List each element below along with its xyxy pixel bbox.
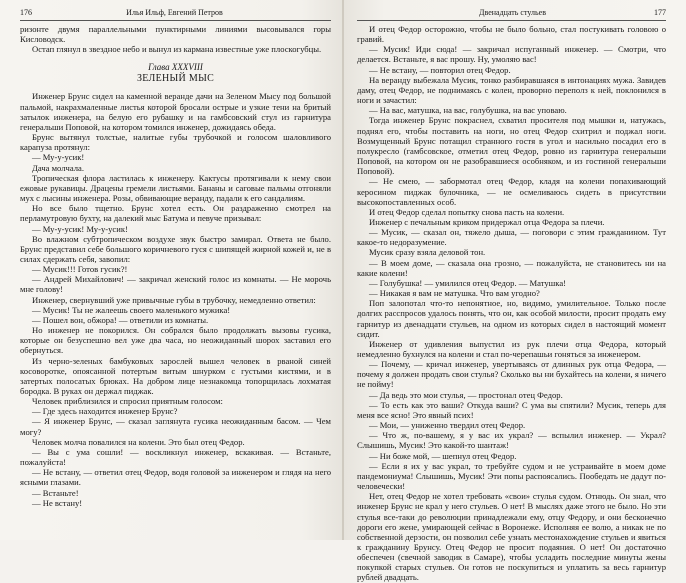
paragraph: Тропическая флора ластилась к инженеру. Кактусы протягивали к нему свои ежовые рукавицы. Драцены гремели листьями. Бананы и саговые пальмы отгоняли мух с лысины инженера. Розы, обвивающие веранду, падали к его сандалиям.	[20, 172, 331, 204]
paragraph: — Да ведь это мои стулья, — простонал отец Федор.	[369, 389, 563, 400]
paragraph: — Не смею, — забормотал отец Федор, кладя на колени попахивающий керосином пиджак булочника, — не осмеливаюсь сидеть в присутствии высокопоставленных особ.	[357, 176, 666, 207]
paragraph: — Мусик! Ты не жалеешь своего маленького мужика!	[32, 304, 231, 315]
paragraph: Нет, отец Федор не хотел требовать «свои» стулья судом. Отнюдь. Он знал, что инженер Брунс не крал у него стульев. О нет! В мыслях даже этого не было. Но эти стулья все-таки до революции принадлежали ему, отцу Федору, и они бесконечно дороги его жене, умирающей сейчас в Воронеже. Исполняя ее волю, а никак не по собственной дерзости, он позволил себе узнать местонахождение стульев и явиться к гражданину Брунсу. Отец Федор не просит подаяния. О нет! Он достаточно обеспечен (свечной заводик в Самаре), чтобы усладить последние минуты жены покупкой старых стульев. Он готов не поскупиться и уплатить за весь гарнитур рублей двадцать.	[357, 491, 666, 583]
paragraph: Остап глянул в звездное небо и вынул из кармана известные уже плоскогубцы.	[32, 44, 322, 55]
paragraph: Во влажном субтропическом воздухе звук быстро замирал. Ответа не было. Брунс представил себе большого коричневого гуся с шипящей жирной кожей и, не в силах сдержать себя, завопил:	[20, 233, 331, 264]
right-page-header	[357, 8, 666, 21]
paragraph: Мусик сразу взяла деловой тон.	[369, 247, 486, 258]
paragraph: — Где здесь находится инженер Брунс?	[32, 406, 178, 417]
paragraph: — Голубушка! — умилился отец Федор. — Матушка!	[369, 277, 567, 288]
paragraph: Человек молча повалился на колени. Это был отец Федор.	[32, 436, 245, 447]
paragraph: — Почему, — кричал инженер, увертываясь от длинных рук отца Федора, — почему я должен продать свои стулья? Сколько вы ни бухайтесь на колени, я ничего не пойму!	[357, 359, 666, 390]
left-running-head: Илья Ильф, Евгений Петров	[126, 8, 223, 17]
paragraph: — Ни боже мой, — шепнул отец Федор.	[369, 450, 517, 461]
paragraph: — Никакая я вам не матушка. Что вам угодно?	[369, 288, 540, 299]
paragraph: — Пошел вон, обжора! — ответили из комнаты.	[32, 314, 209, 325]
paragraph: — Что ж, по-вашему, я у вас их украл? — вспылил инженер. — Украл? Слышишь, Мусик! Это какой-то шантаж!	[357, 430, 666, 451]
right-running-head: Двенадцать стульев	[479, 8, 546, 17]
chapter-heading	[20, 62, 331, 85]
paragraph: — Му-у-усик! Му-у-усик!	[32, 223, 128, 234]
left-page-number: 176	[20, 8, 32, 17]
right-page	[343, 0, 686, 583]
paragraph: — Мусик! Иди сюда! — закричал испуганный инженер. — Смотри, что делается. Встаньте, я вас прошу. Ну, умоляю вас!	[357, 44, 666, 65]
paragraph: Тогда инженер Брунс покраснел, схватил просителя под мышки и, натужась, поднял его, чтобы поставить на ноги, но отец Федор схитрил и поджал ноги. Возмущенный Брунс потащил странного гостя в угол и насильно посадил его в полукресло (гамбсовское, отметил отец Федор, ровно из гарнитура генеральши Поповой, на котором он не разобравшиеся особняком, и из гостиной генеральши Поповой).	[357, 115, 666, 177]
paragraph: — То есть как это ваши? Откуда ваши? С ума вы спятили? Мусик, теперь для меня все ясно! Это явный псих!	[357, 399, 666, 420]
paragraph: — Мусик!!! Готов гусик?!	[32, 264, 128, 275]
paragraph: Инженер от удивления выпустил из рук плечи отца Федора, который немедленно бухнулся на колени и стал по-черепашьи гоняться за инженером.	[357, 338, 666, 359]
paragraph: Но инженер не покорился. Он собрался было продолжать вызовы гусика, которые он безуспешно вел уже два часа, но неожиданный шорох заставил его обернуться.	[20, 325, 331, 356]
paragraph: Но все было тщетно. Брунс хотел есть. Он раздраженно смотрел на перламутровую бухту, на далекий мыс Батума и певуче призывал:	[20, 203, 331, 224]
paragraph: На веранду выбежала Мусик, тонко разбиравшаяся в интонациях мужа. Завидев даму, отец Федор, не поднимаясь с колен, проворно переполз к ней, поклонился в ноги и зачастил:	[357, 74, 666, 106]
left-page-text-top	[20, 24, 331, 54]
left-page	[0, 0, 343, 540]
paragraph: Инженер, свернувший уже привычные губы в трубочку, немедленно ответил:	[32, 294, 316, 305]
paragraph: — Мусик, — сказал он, тяжело дыша, — поговори с этим гражданином. Тут какое-то недоразумение.	[357, 227, 666, 248]
paragraph: Инженер Брунс сидел на каменной веранде дачи на Зеленом Мысу под большой пальмой, накрахмаленные листья которой бросали острые и узкие тени на бритый затылок инженера, на белую его рубашку и на гамбсовский стул из гарнитура генеральши Поповой, на котором томился инженер, дожидаясь обеда.	[20, 91, 331, 132]
paragraph: — Не встану!	[32, 497, 83, 508]
paragraph: ризонте двумя параллельными пунктирными линиями высовывался горы Кисловодск.	[20, 24, 331, 45]
paragraph: — Му-у-усик!	[32, 152, 85, 163]
paragraph: Из черно-зеленых бамбуковых зарослей вышел человек в рваной синей косоворотке, опоясанной потертым витым шнурком с густыми кистями, и в затертых полосатых брюках. На добром лице незнакомца топорщилась лохматая бородка. В руках он держал пиджак.	[20, 355, 331, 396]
paragraph: — Вы с ума сошли! — воскликнул инженер, вскакивая. — Встаньте, пожалуйста!	[20, 446, 331, 468]
paragraph: Человек приблизился и спросил приятным голосом:	[32, 396, 223, 407]
left-page-header	[20, 8, 331, 21]
paragraph: — В моем доме, — сказала она грозно, — пожалуйста, не становитесь ни на какие колени!	[357, 257, 666, 278]
paragraph: — Андрей Михайлович! — закричал женский голос из комнаты. — Не морочь мне голову!	[20, 274, 331, 295]
paragraph: — Мои, — униженно твердил отец Федор.	[369, 420, 526, 431]
paragraph: Инженер с печальным криком придержал отца Федора за плечи.	[369, 216, 605, 227]
left-page-text-body	[20, 91, 331, 507]
paragraph: — Я инженер Брунс, — сказал заглянута гусика неожиданным басом. — Чем могу?	[20, 416, 331, 437]
paragraph: И отец Федор сделал попытку снова пасть на колени.	[369, 206, 565, 217]
paragraph: — Не встану, — ответил отец Федор, водя головой за инженером и глядя на него ясными глазами.	[20, 467, 331, 488]
paragraph: — Встаньте!	[32, 487, 79, 498]
paragraph: Брунс вытянул толстые, налитые губы трубочкой и голосом шаловливого карапуза протянул:	[20, 132, 331, 153]
chapter-title: ЗЕЛЕНЫЙ МЫС	[136, 73, 215, 85]
paragraph: Дача молчала.	[32, 162, 84, 173]
paragraph: — На вас, матушка, на вас, голубушка, на вас уповаю.	[369, 105, 567, 116]
paragraph: И отец Федор осторожно, чтобы не было больно, стал постукивать головою о гравий.	[357, 24, 666, 45]
paragraph: — Если я их у вас украл, то требуйте судом и не устраивайте в моем доме пандемониума! Слышишь, Мусик! Эти попы распоясались. Пообедать не дадут по-человечески!	[357, 460, 666, 492]
right-page-number: 177	[654, 8, 666, 17]
chapter-number: Глава XXXVIII	[148, 62, 203, 73]
paragraph: — Не встану, — повторил отец Федор.	[369, 64, 511, 75]
paragraph: Поп залопотал что-то непонятное, но, видимо, умилительное. Только после долгих расспросов удалось понять, что он, как особой милости, просит продать ему гарнитур из двенадцати стульев, на одном из которых сидел в настоящий момент сидит.	[357, 298, 666, 339]
book-gutter	[342, 0, 344, 540]
right-page-text-body	[357, 24, 666, 583]
